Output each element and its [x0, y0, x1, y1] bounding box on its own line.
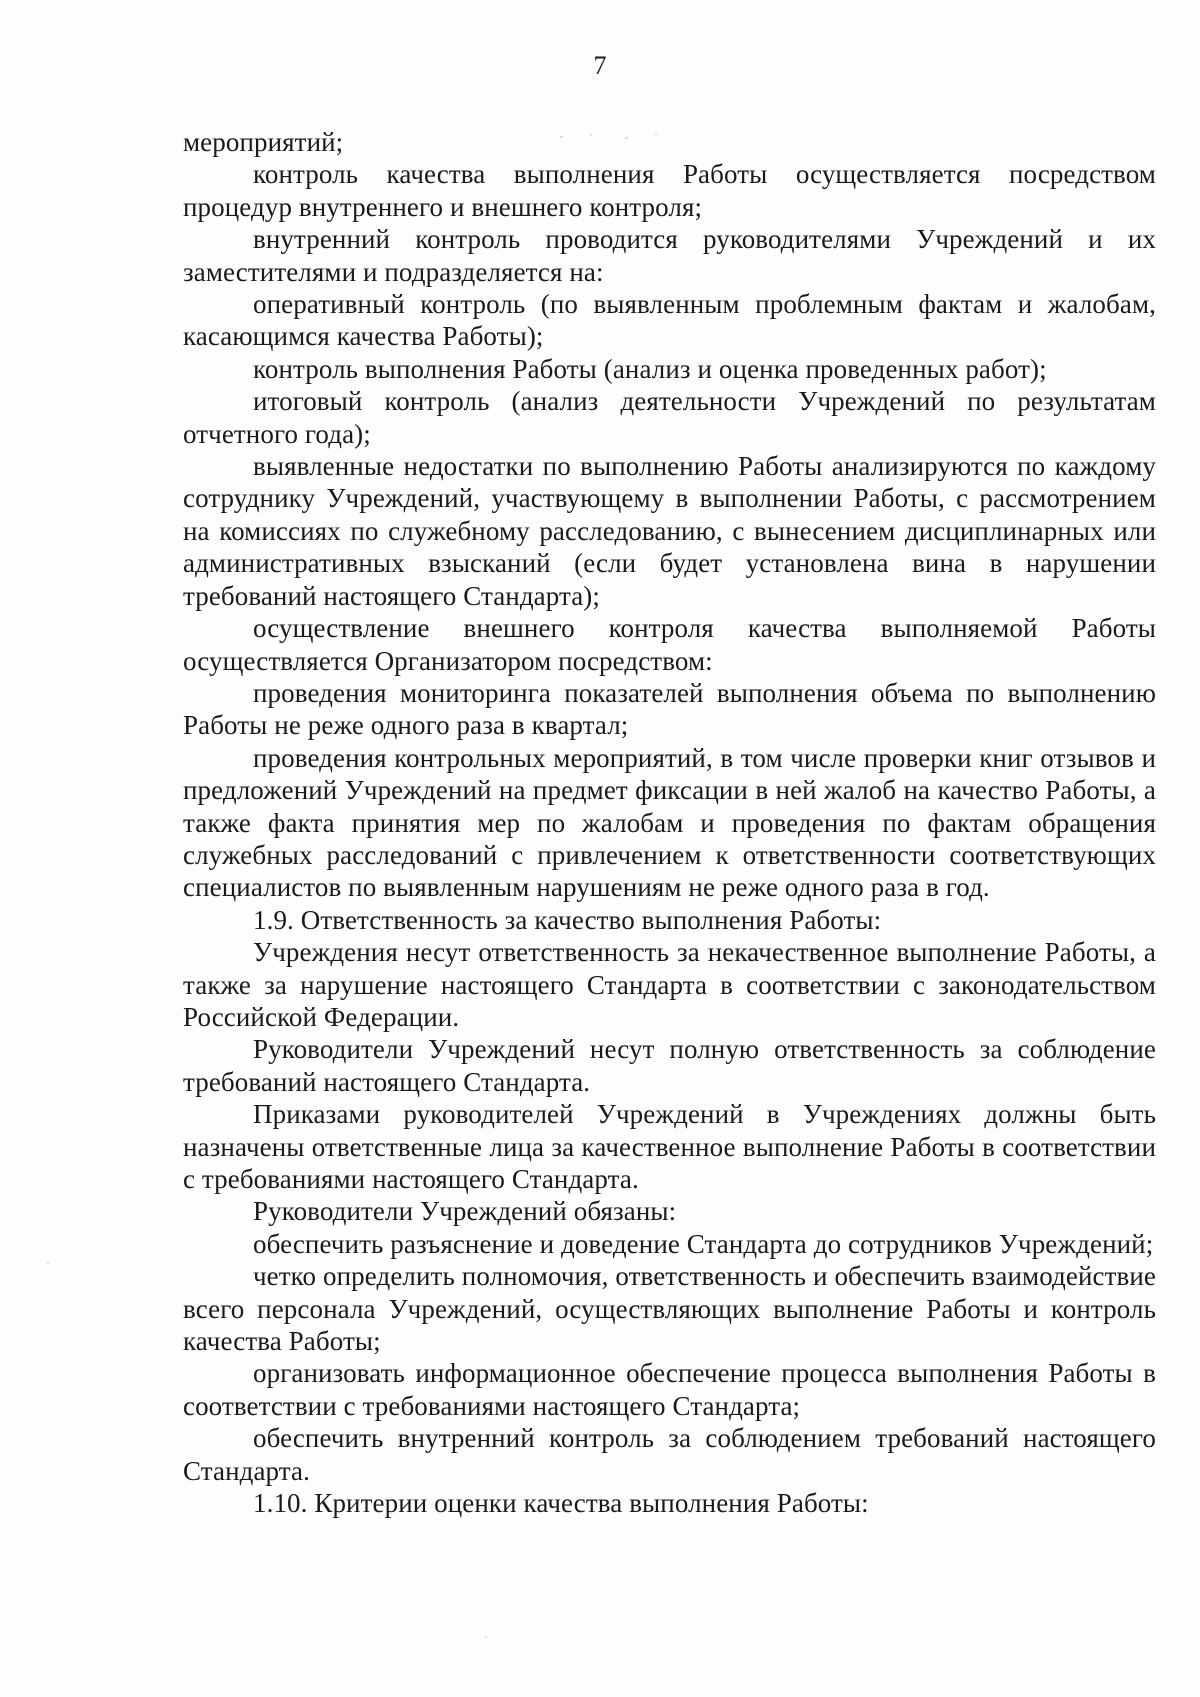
paragraph: обеспечить внутренний контроль за соблюдением требований настоящего Стандарта.	[183, 1423, 1156, 1486]
page-number: 7	[593, 51, 607, 80]
paragraph: оперативный контроль (по выявленным проблемным фактам и жалобам, касающимся качества Работы);	[183, 289, 1156, 352]
paragraph: Учреждения несут ответственность за некачественное выполнение Работы, а также за нарушение настоящего Стандарта в соответствии с законодательством Российской Федерации.	[183, 937, 1156, 1032]
paragraph: Приказами руководителей Учреждений в Учреждениях должны быть назначены ответственные лица за качественное выполнение Работы в соответствии с требованиями настоящего Стандарта.	[183, 1099, 1156, 1194]
paragraph: организовать информационное обеспечение процесса выполнения Работы в соответствии с требованиями настоящего Стандарта;	[183, 1358, 1156, 1421]
paragraph: контроль качества выполнения Работы осуществляется посредством процедур внутреннего и внешнего контроля;	[183, 159, 1156, 222]
section-heading: 1.9. Ответственность за качество выполнения Работы:	[253, 904, 882, 935]
paragraph: осуществление внешнего контроля качества выполняемой Работы осуществляется Организатором посредством:	[183, 613, 1156, 676]
scan-speck	[590, 134, 592, 136]
paragraph: четко определить полномочия, ответственность и обеспечить взаимодействие всего персонала Учреждений, осуществляющих выполнение Работы и контроль качества Работы;	[183, 1261, 1156, 1357]
scan-speck	[625, 137, 628, 139]
scan-speck	[560, 136, 563, 138]
paragraph: проведения мониторинга показателей выполнения объема по выполнению Работы не реже одного раза в квартал;	[183, 677, 1156, 741]
paragraph: обеспечить разъяснение и доведение Стандарта до сотрудников Учреждений;	[253, 1228, 1154, 1259]
document-body	[183, 126, 1156, 1519]
scan-speck	[47, 1262, 49, 1264]
paragraph: контроль выполнения Работы (анализ и оценка проведенных работ);	[253, 353, 1047, 384]
paragraph: итоговый контроль (анализ деятельности Учреждений по результатам отчетного года);	[183, 386, 1156, 449]
scan-speck	[655, 133, 657, 135]
paragraph: выявленные недостатки по выполнению Работы анализируются по каждому сотруднику Учреждений, участвующему в выполнении Работы, с рассмотрением на комиссиях по служебному расследованию, с вынесением дисциплинарных или административных взысканий (если будет установлена вина в нарушении требований настоящего Стандарта);	[183, 451, 1156, 611]
paragraph: внутренний контроль проводится руководителями Учреждений и их заместителями и подразделяется на:	[183, 224, 1156, 287]
scan-speck	[485, 1636, 487, 1638]
paragraph: проведения контрольных мероприятий, в том числе проверки книг отзывов и предложений Учреждений на предмет фиксации в ней жалоб на качество Работы, а также факта принятия мер по жалобам и проведения по фактам обращения служебных расследований с привлечением к ответственности соответствующих специалистов по выявленным нарушениям не реже одного раза в год.	[183, 742, 1156, 903]
section-heading: 1.10. Критерии оценки качества выполнения Работы:	[253, 1488, 869, 1519]
paragraph: мероприятий;	[183, 127, 344, 157]
paragraph: Руководители Учреждений несут полную ответственность за соблюдение требований настоящего Стандарта.	[183, 1034, 1156, 1097]
paragraph: Руководители Учреждений обязаны:	[253, 1196, 677, 1227]
